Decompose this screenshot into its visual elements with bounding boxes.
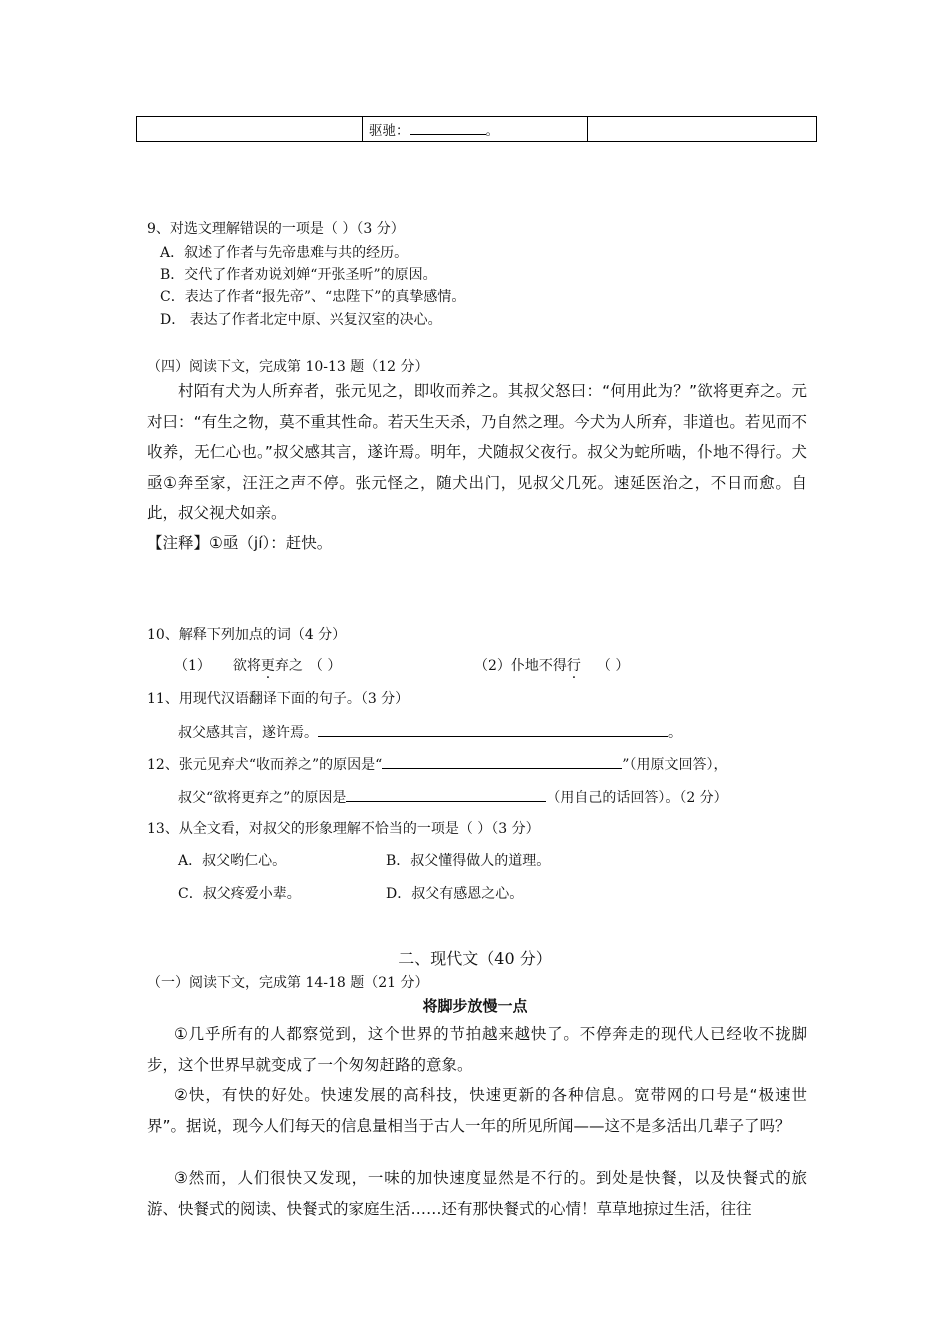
article-paragraph-3: ③然而，人们很快又发现，一味的加快速度显然是不行的。到处是快餐，以及快餐式的旅游、快餐式的阅读、快餐式的家庭生活……还有那快餐式的心情！草草地掠过生活，往往 <box>147 1169 807 1218</box>
part2-heading: 二、现代文（40 分） <box>398 949 552 968</box>
section4-heading: （四）阅读下文，完成第 10-13 题（12 分） <box>147 359 429 375</box>
q12-line-1: 12、张元见弃犬“收而养之”的原因是“ ”（用原文回答）， <box>147 753 727 774</box>
answer-blank[interactable] <box>410 119 486 135</box>
q9-option-c[interactable]: C．表达了作者“报先帝”、“忠陛下”的真挚感情。 <box>160 289 466 305</box>
q13-option-d[interactable]: D．叔父有感恩之心。 <box>386 886 524 902</box>
table-row <box>137 117 817 142</box>
q12-answer-blank-2[interactable] <box>346 786 546 802</box>
q9-stem: 9、对选文理解错误的一项是（ ）（3 分） <box>147 221 405 237</box>
classical-passage: 村陌有犬为人所弃者，张元见之，即收而养之。其叔父怒曰：“何用此为？”欲将更弃之。元对曰：“有生之物，莫不重其性命。若天生天杀，乃自然之理。今犬为人所弃，非道也。若见而不收养，无仁心也。”叔父感其言，遂许焉。明年，犬随叔父夜行。叔父为蛇所啮，仆地不得行。犬亟①奔至家，汪汪之声不停。张元怪之，随犬出门，见叔父几死。速延医治之，不日而愈。自此，叔父视犬如亲。 <box>147 382 807 522</box>
q11-line: 叔父感其言，遂许焉。 。 <box>178 721 682 742</box>
q10-blank-2[interactable]: （ ） <box>596 658 630 674</box>
q10-item-1: （1） 欲将更弃之 （ ） <box>174 658 342 674</box>
passage-note: 【注释】①亟（jí）：赶快。 <box>147 534 333 552</box>
dotted-char: 行 <box>566 658 581 674</box>
q13-stem: 13、从全文看，对叔父的形象理解不恰当的一项是（ ）（3 分） <box>147 821 540 837</box>
q11-stem: 11、用现代汉语翻译下面的句子。（3 分） <box>147 691 410 707</box>
q13-option-c[interactable]: C．叔父疼爱小辈。 <box>178 886 301 902</box>
q10-blank-1[interactable]: （ ） <box>308 658 342 674</box>
q10-stem: 10、解释下列加点的词（4 分） <box>147 627 347 643</box>
q13-option-b[interactable]: B．叔父懂得做人的道理。 <box>386 853 551 869</box>
article-paragraph-1: ①几乎所有的人都察觉到，这个世界的节拍越来越快了。不停奔走的现代人已经收不拢脚步，这个世界早就变成了一个匆匆赶路的意象。 <box>147 1025 807 1074</box>
dotted-char: 更 <box>260 658 275 674</box>
table-cell-middle: 驱驰： 。 <box>363 117 588 142</box>
article-title: 将脚步放慢一点 <box>422 997 528 1015</box>
part2-subheading: （一）阅读下文，完成第 14-18 题（21 分） <box>147 975 429 991</box>
q11-answer-blank[interactable] <box>318 721 668 737</box>
article-paragraph-2: ②快，有快的好处。快速发展的高科技，快速更新的各种信息。宽带网的口号是“极速世界”。据说，现今人们每天的信息量相当于古人一年的所见所闻——这不是多活出几辈子了吗？ <box>147 1086 807 1135</box>
q9-option-b[interactable]: B．交代了作者劝说刘婵“开张圣听”的原因。 <box>160 267 437 283</box>
answer-table <box>136 116 817 142</box>
q12-line-2: 叔父“欲将更弃之”的原因是 （用自己的话回答）。（2 分） <box>178 786 728 807</box>
q10-item-2: （2）仆地不得行 （ ） <box>474 658 630 674</box>
table-cell-right <box>588 117 817 142</box>
table-cell-left <box>137 117 363 142</box>
q12-answer-blank-1[interactable] <box>382 753 622 769</box>
q9-option-d[interactable]: D． 表达了作者北定中原、兴复汉室的决心。 <box>160 312 442 328</box>
q13-option-a[interactable]: A．叔父哟仁心。 <box>178 853 287 869</box>
q9-option-a[interactable]: A．叙述了作者与先帝患难与共的经历。 <box>160 245 409 261</box>
